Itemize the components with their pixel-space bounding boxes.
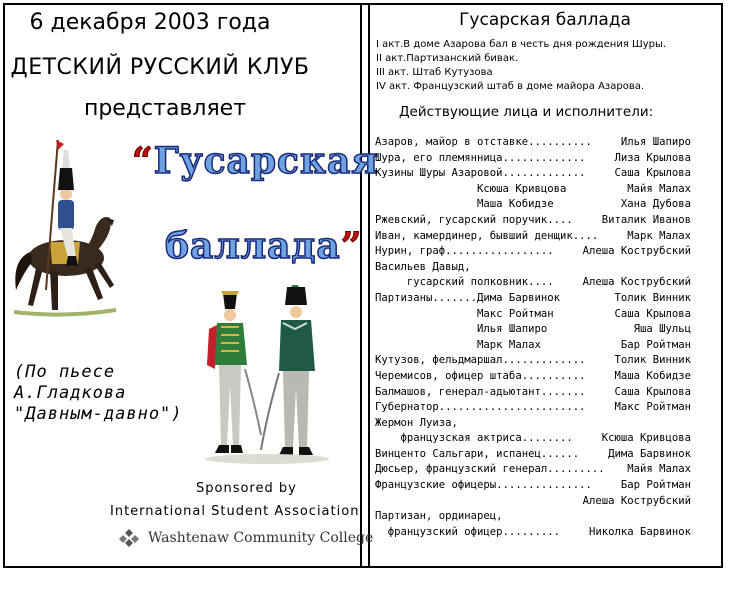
cast-row <box>375 151 691 167</box>
act-item: III акт. Штаб Кутузова <box>376 67 493 78</box>
college-logo <box>118 528 373 548</box>
cast-role: Илья Шапиро <box>375 323 548 336</box>
cast-row <box>375 291 691 307</box>
cast-actor: Марк Малах <box>627 229 691 242</box>
cast-role: Васильев Давыд, <box>375 260 471 273</box>
cast-role: Жермон Луиза, <box>375 416 458 429</box>
cast-role: Азаров, майор в отставке.......... <box>375 136 592 148</box>
mounted-hussar-illustration <box>6 140 121 320</box>
cast-actor: Дима Барвинок <box>608 447 691 460</box>
cast-actor: Майя Малах <box>627 463 691 476</box>
cast-actor: Саша Крылова <box>614 385 691 398</box>
cast-actor: Алеша Кострубский <box>582 276 691 289</box>
cast-role: Кутузов, фельдмаршал............. <box>375 354 586 367</box>
cast-role: французский офицер......... <box>375 525 560 538</box>
act-item: I акт.В доме Азарова бал в честь дня рождения Шуры. <box>376 39 667 50</box>
cast-actor: Лиза Крылова <box>614 151 691 164</box>
cast-role: Ржевский, гусарский поручик.... <box>375 213 573 226</box>
cast-role: Иван, камердинер, бывший денщик.... <box>375 229 599 242</box>
act-item: II акт.Партизанский бивак. <box>376 53 519 64</box>
cast-actor: Николка Барвинок <box>588 525 691 538</box>
presents-text: представляет <box>83 96 247 121</box>
cast-list <box>375 135 691 540</box>
cast-row <box>375 338 691 354</box>
cast-role: Шура, его племянница............. <box>375 151 586 164</box>
cast-row <box>375 369 691 385</box>
cast-role: Нурин, граф................. <box>375 245 554 258</box>
center-divider <box>360 3 370 568</box>
cast-row <box>375 307 691 323</box>
cast-role: Винценто Сальгари, испанец...... <box>375 447 580 460</box>
cast-actor: Толик Винник <box>614 354 691 367</box>
cast-actor: Толик Винник <box>614 291 691 304</box>
cast-row <box>375 447 691 463</box>
cast-row <box>375 322 691 338</box>
cast-role: Кузины Шуры Азаровой............. <box>375 167 586 180</box>
cast-row <box>375 509 691 525</box>
cast-row <box>375 244 691 260</box>
cast-actor: Бар Ройтман <box>620 338 691 351</box>
cast-actor: Майя Малах <box>627 182 691 195</box>
cast-row <box>375 229 691 245</box>
event-date: 6 декабря 2003 года <box>29 10 271 35</box>
sponsored-by-label: Sponsored by <box>196 481 297 496</box>
cast-row <box>375 478 691 494</box>
acts-list <box>376 38 666 94</box>
act-item: IV акт. Французский штаб в доме майора Азарова. <box>376 81 645 92</box>
club-name: ДЕТСКИЙ РУССКИЙ КЛУБ <box>10 55 310 80</box>
cast-row <box>375 462 691 478</box>
cast-role: Партизан, ординарец, <box>375 510 503 523</box>
diamond-logo-icon <box>118 528 140 548</box>
cast-actor: Яша Шульц <box>633 323 691 336</box>
cast-actor: Ксюша Кривцова <box>601 432 691 445</box>
sponsor-association: International Student Association <box>110 504 360 519</box>
cast-row <box>375 213 691 229</box>
play-title-line1: “Гусарская <box>132 140 379 182</box>
cast-actor: Виталик Иванов <box>601 213 691 226</box>
cast-actor: Маша Кобидзе <box>614 369 691 382</box>
cast-heading: Действующие лица и исполнители: <box>399 104 654 120</box>
cast-actor: Алеша Кострубский <box>582 494 691 507</box>
cast-role: Губернатор....................... <box>375 401 586 414</box>
cast-row <box>375 494 691 510</box>
cast-row <box>375 416 691 432</box>
cast-row <box>375 431 691 447</box>
cast-role: Маша Кобидзе <box>375 198 554 211</box>
cast-row <box>375 197 691 213</box>
college-name: Washtenaw Community College <box>148 530 374 546</box>
cast-actor: Саша Крылова <box>614 307 691 320</box>
play-basis-note: (По пьесе А.Гладкова "Давным-давно") <box>14 362 183 424</box>
program-title: Гусарская баллада <box>459 10 631 30</box>
cast-row <box>375 135 691 151</box>
cast-role: гусарский полковник.... <box>375 276 554 289</box>
cast-row <box>375 400 691 416</box>
cast-role: Макс Ройтман <box>375 307 554 320</box>
cast-row <box>375 385 691 401</box>
cast-actor: Макс Ройтман <box>614 401 691 414</box>
cast-actor: Алеша Кострубский <box>582 245 691 258</box>
cast-actor: Бар Ройтман <box>620 479 691 492</box>
cast-row <box>375 275 691 291</box>
two-officers-illustration <box>195 285 340 470</box>
cast-row <box>375 353 691 369</box>
cast-actor: Хана Дубова <box>620 198 691 211</box>
cast-role: Партизаны.......Дима Барвинок <box>375 291 560 304</box>
cast-role: Ксюша Кривцова <box>375 182 567 195</box>
cast-actor: Саша Крылова <box>614 167 691 180</box>
cast-row <box>375 260 691 276</box>
cast-row <box>375 182 691 198</box>
cast-role: Черемисов, офицер штаба.......... <box>375 369 586 382</box>
cast-role: Балмашов, генерал-адьютант....... <box>375 385 586 398</box>
cast-row <box>375 525 691 541</box>
play-title-line2: баллада” <box>165 225 363 267</box>
cast-role: французская актриса........ <box>375 432 573 445</box>
cast-role: Дюсьер, французский генерал......... <box>375 463 605 476</box>
cast-actor: Илья Шапиро <box>620 136 691 148</box>
cast-role: Французские офицеры............... <box>375 479 592 492</box>
cast-row <box>375 166 691 182</box>
cast-role: Марк Малах <box>375 338 541 351</box>
